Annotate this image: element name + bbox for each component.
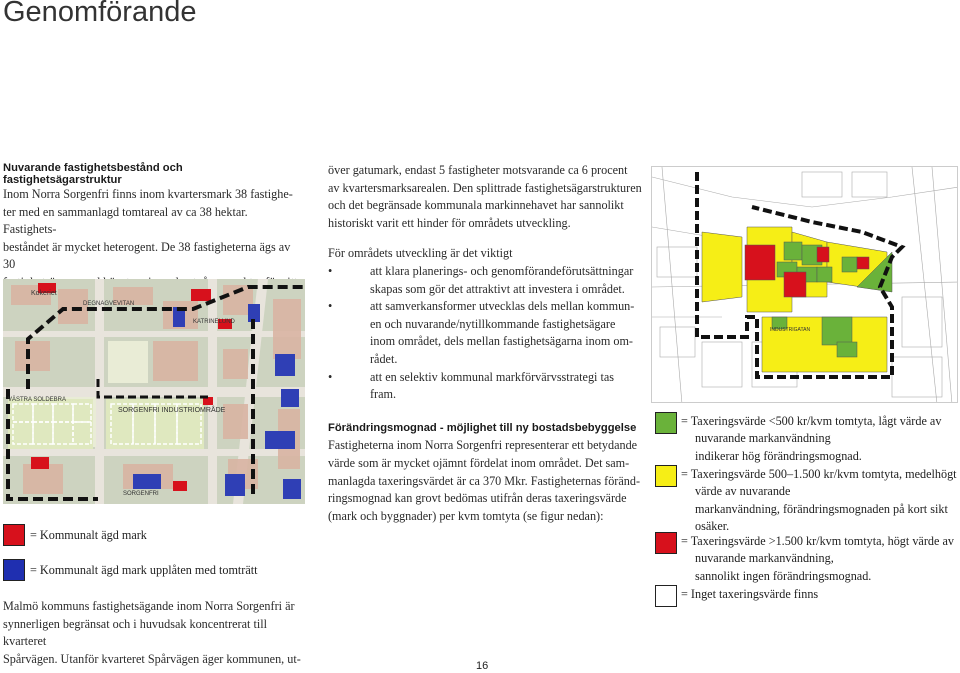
ownership-map: [3, 279, 305, 504]
text-line: markanvändning, förändringsmognaden på kort sikt: [695, 501, 948, 516]
page-title: Genomförande: [3, 0, 197, 28]
map-label-4: KATRINELUND: [193, 319, 235, 325]
text-line: • att samverkansformer utvecklas dels mellan kommun-: [370, 299, 635, 314]
text-line: = Inget taxeringsvärde finns: [681, 587, 819, 601]
legend-label: [681, 466, 960, 536]
text-line: ringsmognad kan grovt bedömas utifrån deras taxeringsvärde: [328, 491, 627, 506]
text-line: • att en selektiv kommunal markförvärvsstrategi tas: [370, 369, 615, 384]
text-line: Fastigheterna inom Norra Sorgenfri representerar ett betydande: [328, 438, 638, 453]
text-line: och det begränsade kommunala markinnehavet har sannolikt: [328, 198, 624, 213]
section-body-2: [328, 437, 648, 525]
text-line: en och nuvarande/nytillkommande fastighetsägare: [370, 316, 616, 331]
legend-swatch-leasehold: [3, 559, 25, 581]
text-line: synnerligen begränsat och i huvudsak koncentrerat till kvarteret: [3, 616, 267, 649]
map-label-kokeriet: Kokeriet: [31, 290, 57, 297]
text-line: osäker.: [695, 519, 730, 534]
text-line: indikerar hög förändringsmognad.: [695, 448, 862, 463]
legend-label: [681, 533, 960, 585]
text-line: Inom Norra Sorgenfri finns inom kvartersmark 38 fastighe-: [3, 187, 293, 201]
text-line: värde av nuvarande: [695, 484, 791, 499]
text-line: värde som är mycket ojämnt fördelat inom området. Det sam-: [328, 455, 630, 470]
text-line: historiskt varit ett hinder för områdets utveckling.: [328, 215, 571, 230]
legend-swatch: [655, 585, 677, 607]
map-label-street: INDUSTRIGATAN: [770, 327, 811, 333]
bullet-list: [328, 263, 648, 404]
legend-label-leasehold: = Kommunalt ägd mark upplåten med tomträtt: [30, 563, 258, 577]
text-line: beståndet är mycket heterogent. De 38 fastigheterna ägs av 30: [3, 239, 291, 272]
text-line: Spårvägen. Utanför kvarteret Spårvägen äger kommunen, ut-: [3, 651, 301, 666]
text-line: inom området, dels mellan fastighetsägarna inom om-: [370, 334, 633, 349]
legend-swatch: [655, 532, 677, 554]
bullet-lead: För områdets utveckling är det viktigt: [328, 246, 513, 261]
section-heading-2: Förändringsmognad - möjlighet till ny bostadsbebyggelse: [328, 421, 637, 434]
intro-paragraph: [328, 162, 648, 232]
legend-swatch-municipal: [3, 524, 25, 546]
page-number: 16: [476, 660, 489, 672]
text-line: ter med en sammanlagd tomtareal av ca 38 hektar. Fastighets-: [3, 204, 248, 237]
text-line: av kvartersmarksarealen. Den splittrade fastighetsägarstrukturen: [328, 180, 642, 195]
ownership-map-graphic: [3, 279, 305, 504]
map-label-3: SORGENFRI INDUSTRIOMRÅDE: [118, 407, 226, 414]
text-line: = Taxeringsvärde >1.500 kr/kvm tomtyta, högt värde av: [681, 534, 954, 548]
map-label-2: VÄSTRA SOLDEBRA: [8, 397, 67, 403]
text-line: = Taxeringsvärde 500–1.500 kr/kvm tomtyta, medelhögt: [681, 467, 957, 481]
text-line: (mark och byggnader) per kvm tomtyta (se figur nedan):: [328, 508, 604, 523]
text-line: nuvarande markanvändning: [695, 431, 831, 446]
bullet-item: [328, 263, 648, 298]
text-line: = Taxeringsvärde <500 kr/kvm tomtyta, lågt värde av: [681, 414, 942, 428]
map-label-5: SORGENFRI: [123, 491, 159, 497]
text-line: fram.: [370, 387, 397, 402]
text-line: sannolikt ingen förändringsmognad.: [695, 568, 872, 583]
bullet-item: [328, 298, 648, 368]
text-line: manlagda taxeringsvärdet är ca 370 Mkr. Fastigheternas föränd-: [328, 473, 641, 488]
legend-label: [681, 586, 960, 603]
legend-swatch: [655, 465, 677, 487]
footnote-text: [3, 598, 303, 668]
text-line: rådet.: [370, 351, 398, 366]
legend-swatch: [655, 412, 677, 434]
bullet-item: [328, 369, 648, 404]
legend-label: [681, 413, 960, 465]
text-line: nuvarande markanvändning,: [695, 551, 834, 566]
valuation-map: [651, 166, 958, 403]
text-line: Malmö kommuns fastighetsägande inom Norra Sorgenfri är: [3, 599, 295, 613]
valuation-map-graphic: [652, 167, 958, 403]
map-label-1: DEGNAGVEVITAN: [83, 301, 135, 307]
development-text: [328, 162, 648, 525]
text-line: över gatumark, endast 5 fastigheter motsvarande ca 6 procent: [328, 163, 628, 177]
section-heading: Nuvarande fastighetsbestånd och fastighetsägarstruktur: [3, 162, 183, 186]
text-line: • att klara planerings- och genomförandeförutsättningar: [370, 263, 634, 278]
text-line: skapas som gör det attraktivt att investera i området.: [370, 281, 625, 296]
legend-label-municipal: = Kommunalt ägd mark: [30, 528, 147, 542]
